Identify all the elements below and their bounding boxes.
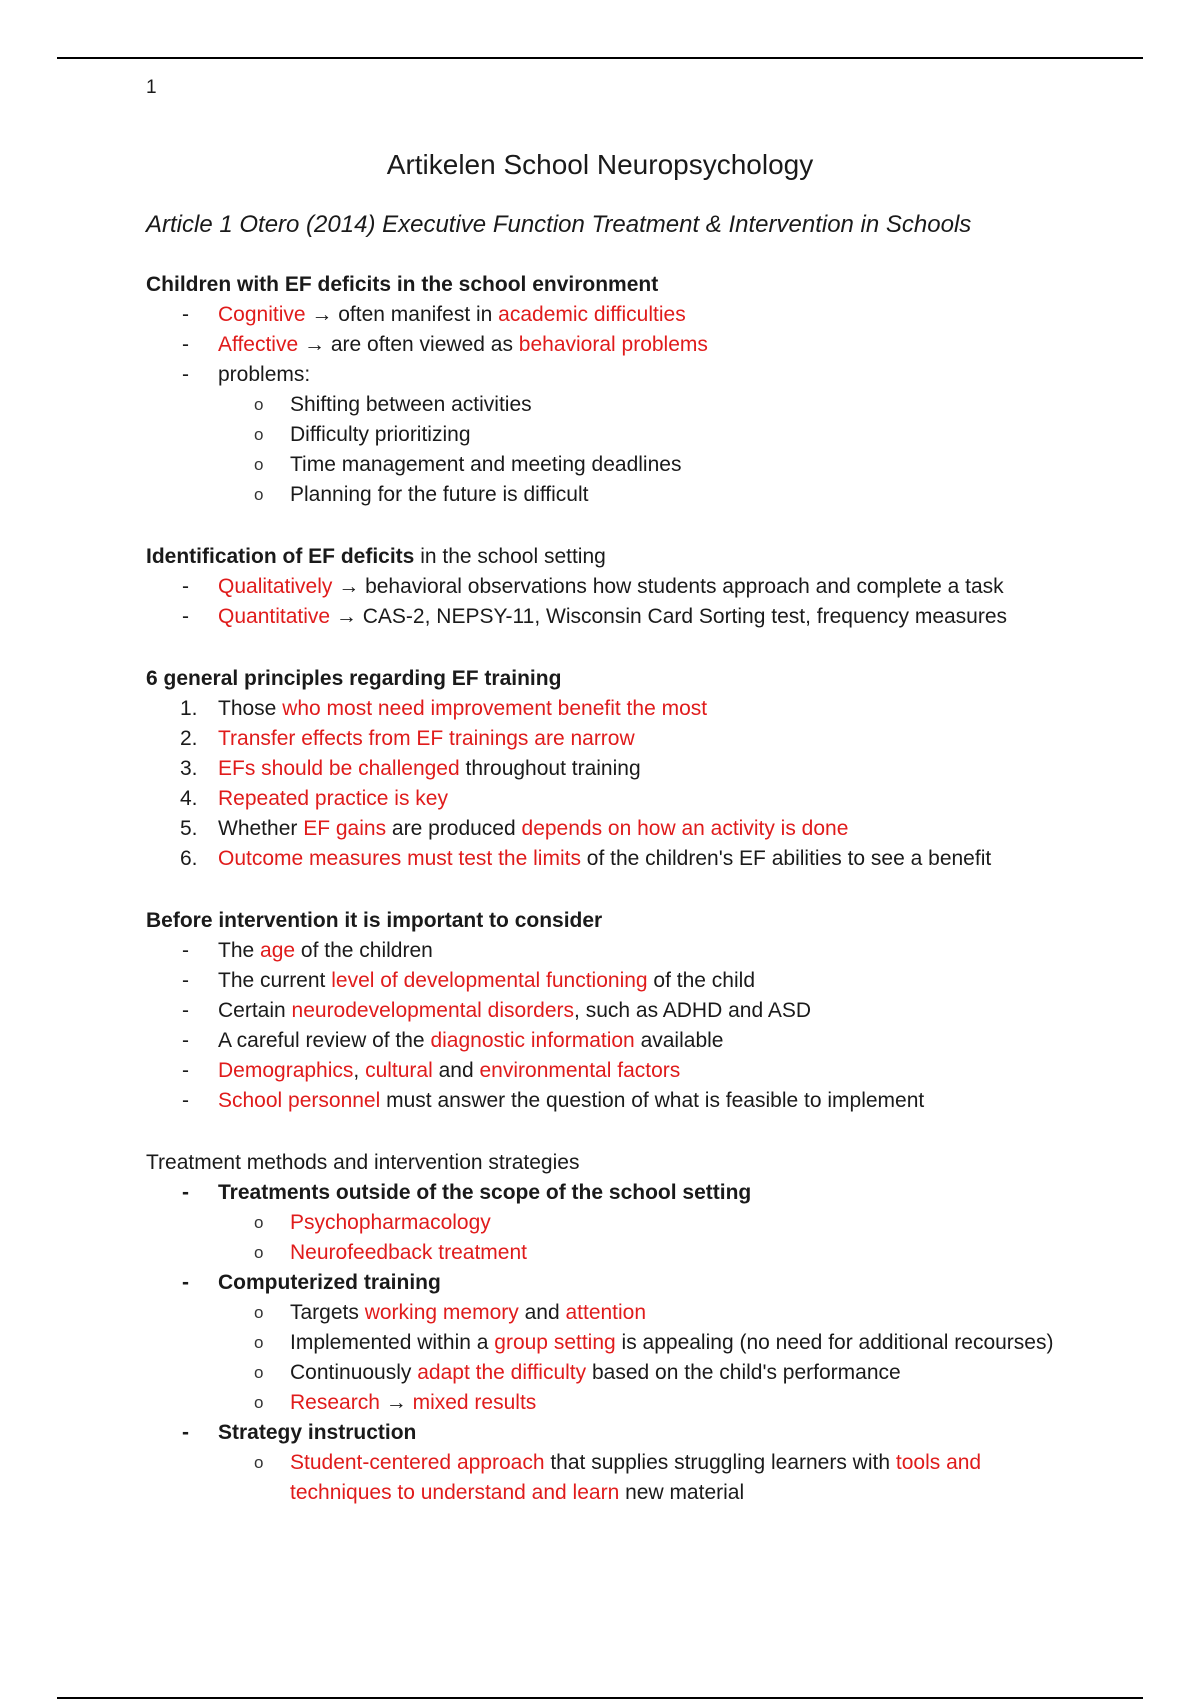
highlight-text: Demographics [218, 1059, 354, 1082]
highlight-text: level of developmental functioning [331, 969, 648, 992]
list-text: Implemented within a [290, 1331, 495, 1354]
list-text: and [518, 1301, 566, 1324]
list-text: , such as ADHD and ASD [574, 999, 811, 1022]
list-number: 1. [180, 697, 198, 720]
list-item [146, 936, 1066, 966]
list-item [146, 724, 1066, 754]
list-text: is appealing (no need for additional recourses) [615, 1331, 1054, 1354]
highlight-text: Student-centered approach [290, 1451, 545, 1474]
list-text: throughout training [459, 757, 641, 780]
list-text: of the child [647, 969, 755, 992]
list-text: of the children [295, 939, 433, 962]
highlight-text: behavioral problems [518, 333, 708, 356]
sub-list-item: o Shifting between activities [218, 390, 1066, 420]
list-number: 5. [180, 817, 198, 840]
section-heading: Children with EF deficits in the school environment [146, 273, 659, 296]
section-before-intervention [146, 906, 1066, 1116]
highlight-text: Transfer effects from EF trainings are narrow [218, 727, 635, 750]
numbered-list [146, 694, 1066, 874]
list-item [146, 1026, 1066, 1056]
sub-list [218, 1448, 1066, 1508]
heading-rest: in the school setting [414, 545, 606, 568]
document-title: Artikelen School Neuropsychology [386, 149, 814, 180]
page-number: 1 [146, 77, 157, 98]
highlight-text: age [260, 939, 296, 962]
arrow-right-icon: → [338, 575, 360, 598]
highlight-text: tools and techniques to understand and learn [290, 1451, 982, 1504]
sub-list-item: o Difficulty prioritizing [218, 420, 1066, 450]
list-text: Targets [290, 1301, 365, 1324]
highlight-text: EF gains [303, 817, 387, 840]
list-item [146, 844, 1066, 874]
highlight-text: academic difficulties [498, 303, 686, 326]
list-item [146, 572, 1066, 602]
section-heading: Before intervention it is important to consider [146, 909, 603, 932]
highlight-text: cultural [365, 1059, 433, 1082]
sub-list-item: o Time management and meeting deadlines [218, 450, 1066, 480]
bullet-list [146, 936, 1066, 1116]
heading-bold: Identification of EF deficits [146, 545, 415, 568]
list-item [146, 1178, 1066, 1268]
list-item [146, 966, 1066, 996]
article-heading: Article 1 Otero (2014) Executive Function Treatment & Intervention in Schools [146, 211, 972, 238]
list-item [146, 602, 1066, 632]
highlight-text: Affective [218, 333, 299, 356]
group-label: Treatments outside of the scope of the school setting [218, 1181, 752, 1204]
document-body [146, 76, 1066, 1508]
bullet-list [146, 300, 1066, 510]
list-text: that supplies struggling learners with [544, 1451, 896, 1474]
section-heading: Treatment methods and intervention strategies [146, 1151, 580, 1174]
section-heading: 6 general principles regarding EF training [146, 667, 562, 690]
group-label: Computerized training [218, 1271, 441, 1294]
list-text: The [218, 939, 261, 962]
highlight-text: Research [290, 1391, 380, 1414]
section-principles [146, 664, 1066, 874]
highlight-text: adapt the difficulty [417, 1361, 587, 1384]
list-text: A careful review of the [218, 1029, 431, 1052]
highlight-text: Quantitative [218, 605, 331, 628]
arrow-right-icon: → [304, 333, 325, 356]
highlight-text: neurodevelopmental disorders [291, 999, 575, 1022]
sub-list-item: o Neurofeedback treatment [218, 1238, 1066, 1268]
list-number: 3. [180, 757, 198, 780]
sub-list [218, 1208, 1066, 1268]
bullet-list [146, 1178, 1066, 1508]
list-text: are produced [386, 817, 522, 840]
list-item [146, 1418, 1066, 1508]
list-item [146, 300, 1066, 330]
arrow-right-icon: → [311, 303, 333, 326]
list-item [146, 694, 1066, 724]
list-item [146, 814, 1066, 844]
list-item [146, 996, 1066, 1026]
list-text: problems: [218, 363, 311, 386]
group-label: Strategy instruction [218, 1421, 417, 1444]
highlight-text: Qualitatively [218, 575, 333, 598]
list-text: available [634, 1029, 724, 1052]
section-heading [146, 542, 1066, 572]
list-item [146, 360, 1066, 510]
list-text: new material [619, 1481, 745, 1504]
list-item [146, 784, 1066, 814]
highlight-text: School personnel [218, 1089, 381, 1112]
list-item [146, 1056, 1066, 1086]
sub-list-item: o Planning for the future is difficult [218, 480, 1066, 510]
highlight-text: Cognitive [218, 303, 306, 326]
list-item [146, 330, 1066, 360]
list-text: based on the child's performance [586, 1361, 901, 1384]
list-text: , [353, 1059, 366, 1082]
list-text: Certain [218, 999, 292, 1022]
arrow-right-icon: → [385, 1391, 407, 1414]
sub-list [218, 390, 1066, 510]
section-identification [146, 542, 1066, 632]
sub-list-item [218, 1328, 1066, 1358]
highlight-text: mixed results [412, 1391, 537, 1414]
list-text: behavioral observations how students approach and complete a task [359, 575, 1004, 598]
sub-list-item [218, 1388, 1066, 1418]
highlight-text: group setting [494, 1331, 616, 1354]
list-item [146, 754, 1066, 784]
list-text: Those [218, 697, 283, 720]
list-item [146, 1086, 1066, 1116]
bottom-rule [57, 1697, 1143, 1699]
highlight-text: environmental factors [479, 1059, 681, 1082]
highlight-text: Outcome measures must test the limits [218, 847, 581, 870]
section-ef-deficits-school [146, 270, 1066, 510]
highlight-text: diagnostic information [430, 1029, 635, 1052]
section-treatment-methods [146, 1148, 1066, 1508]
sub-list-item [218, 1358, 1066, 1388]
sub-list-item [218, 1448, 1066, 1508]
list-number: 6. [180, 847, 198, 870]
list-text: CAS-2, NEPSY-11, Wisconsin Card Sorting test, frequency measures [356, 605, 1008, 628]
list-text: of the children's EF abilities to see a benefit [580, 847, 992, 870]
list-text: and [432, 1059, 480, 1082]
sub-list-item [218, 1298, 1066, 1328]
sub-list-item: o Psychopharmacology [218, 1208, 1066, 1238]
list-text: Continuously [290, 1361, 418, 1384]
highlight-text: working memory [364, 1301, 519, 1324]
list-text: must answer the question of what is feasible to implement [380, 1089, 925, 1112]
list-text: often manifest in [332, 303, 499, 326]
highlight-text: who most need improvement benefit the most [282, 697, 708, 720]
list-item [146, 1268, 1066, 1418]
sub-list [218, 1298, 1066, 1418]
list-text: Whether [218, 817, 304, 840]
list-number: 2. [180, 727, 198, 750]
top-rule [57, 57, 1143, 59]
highlight-text: depends on how an activity is done [521, 817, 849, 840]
highlight-text: Repeated practice is key [218, 787, 448, 810]
bullet-list [146, 572, 1066, 632]
highlight-text: attention [565, 1301, 647, 1324]
highlight-text: EFs should be challenged [218, 757, 460, 780]
list-text: are often viewed as [325, 333, 519, 356]
list-text: The current [218, 969, 332, 992]
list-number: 4. [180, 787, 198, 810]
arrow-right-icon: → [335, 605, 357, 628]
